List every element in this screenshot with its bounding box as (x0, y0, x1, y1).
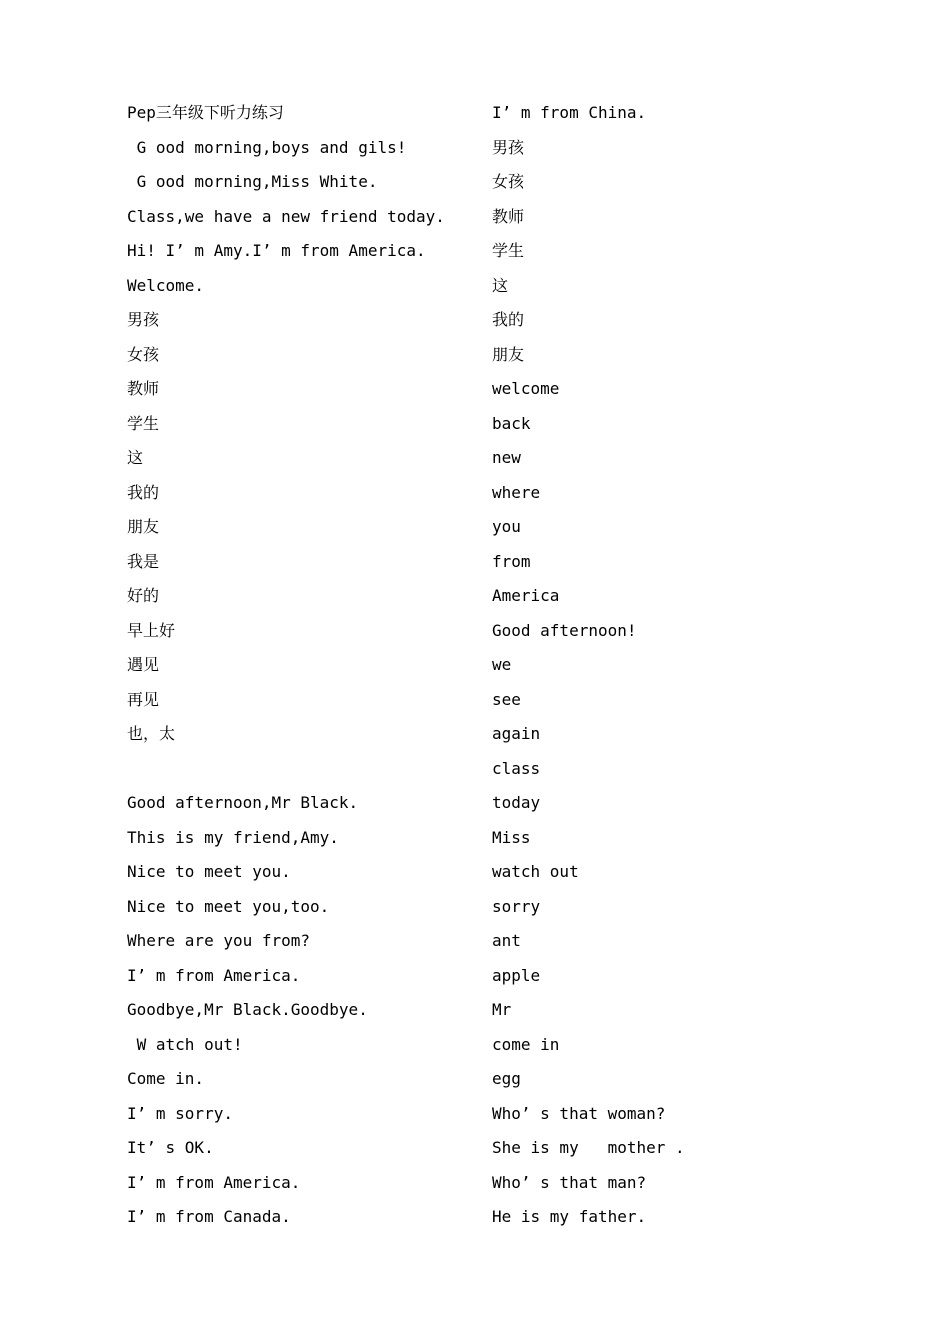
left-column-line: Goodbye,Mr Black.Goodbye. (127, 1000, 368, 1019)
right-column-line: new (492, 448, 521, 467)
left-column-line: I’ m sorry. (127, 1103, 233, 1123)
left-column-line: Pep三年级下听力练习 (127, 103, 284, 122)
left-column-line: Hi! I’ m Amy.I’ m from America. (127, 241, 426, 260)
right-column-line: see (492, 689, 521, 709)
right-column-line: 男孩 (492, 137, 525, 157)
right-column-line: 学生 (492, 241, 525, 260)
left-column-line: 朋友 (127, 517, 160, 536)
left-column-line: W atch out! (127, 1034, 243, 1054)
left-column-line: 我的 (127, 482, 160, 502)
left-column-line: It’ s OK. (127, 1138, 214, 1157)
right-column-line: 女孩 (492, 172, 525, 191)
left-column-line: I’ m from America. (127, 965, 301, 985)
right-column-line: 教师 (492, 206, 525, 226)
left-column-line: Come in. (127, 1069, 205, 1088)
right-column-line: you (492, 517, 521, 536)
right-column-line: Good afternoon! (492, 620, 637, 640)
left-column-line: 教师 (127, 379, 160, 398)
right-column-line: Who’ s that man? (492, 1172, 647, 1192)
left-column-line: 再见 (127, 689, 160, 709)
left-column-line: 学生 (127, 413, 160, 433)
right-column-line: 这 (492, 275, 509, 295)
right-column-line: ant (492, 931, 521, 950)
right-column-line: we (492, 655, 512, 674)
left-column-line: G ood morning,Miss White. (127, 172, 378, 191)
right-column-line: 我的 (492, 310, 525, 329)
left-column-line: 好的 (127, 586, 160, 605)
left-column-line: 也，太 (127, 724, 176, 743)
right-column-line: welcome (492, 379, 560, 398)
right-column-line: today (492, 793, 541, 812)
right-column-line: from (492, 551, 531, 571)
left-column-line: Class,we have a new friend today. (127, 206, 445, 226)
right-column-line: watch out (492, 862, 579, 881)
right-column-line: He is my father. (492, 1207, 647, 1226)
left-column-line: This is my friend,Amy. (127, 827, 339, 847)
left-column-line: I’ m from America. (127, 1172, 301, 1192)
left-column-line: Where are you from? (127, 931, 311, 950)
left-column-line: Good afternoon,Mr Black. (127, 793, 359, 812)
left-column-line: 这 (127, 448, 144, 467)
right-column-line: Mr (492, 1000, 512, 1019)
left-column-line: I’ m from Canada. (127, 1207, 291, 1226)
right-column (492, 96, 872, 1235)
left-column-line: Nice to meet you,too. (127, 896, 330, 916)
right-column-line: Miss (492, 827, 531, 847)
right-column-line: She is my mother . (492, 1138, 685, 1157)
left-column-line: 我是 (127, 551, 160, 571)
left-column-line: 早上好 (127, 620, 176, 640)
right-column-line: 朋友 (492, 344, 525, 364)
left-column (127, 96, 477, 1235)
right-column-line: come in (492, 1034, 560, 1054)
right-column-line: Who’ s that woman? (492, 1103, 666, 1123)
right-column-line: where (492, 482, 541, 502)
left-column-line: Welcome. (127, 275, 205, 295)
right-column-line: egg (492, 1069, 521, 1088)
right-column-line: sorry (492, 896, 541, 916)
right-column-line: America (492, 586, 560, 605)
right-column-line: class (492, 758, 541, 778)
right-column-line: I’ m from China. (492, 103, 647, 122)
right-column-line: again (492, 724, 541, 743)
right-column-line: apple (492, 965, 541, 985)
left-column-line: 女孩 (127, 344, 160, 364)
left-column-line (127, 752, 477, 787)
left-column-line: 男孩 (127, 310, 160, 329)
left-column-line: G ood morning,boys and gils! (127, 137, 407, 157)
left-column-line: 遇见 (127, 655, 160, 674)
right-column-line: back (492, 413, 531, 433)
left-column-line: Nice to meet you. (127, 862, 291, 881)
